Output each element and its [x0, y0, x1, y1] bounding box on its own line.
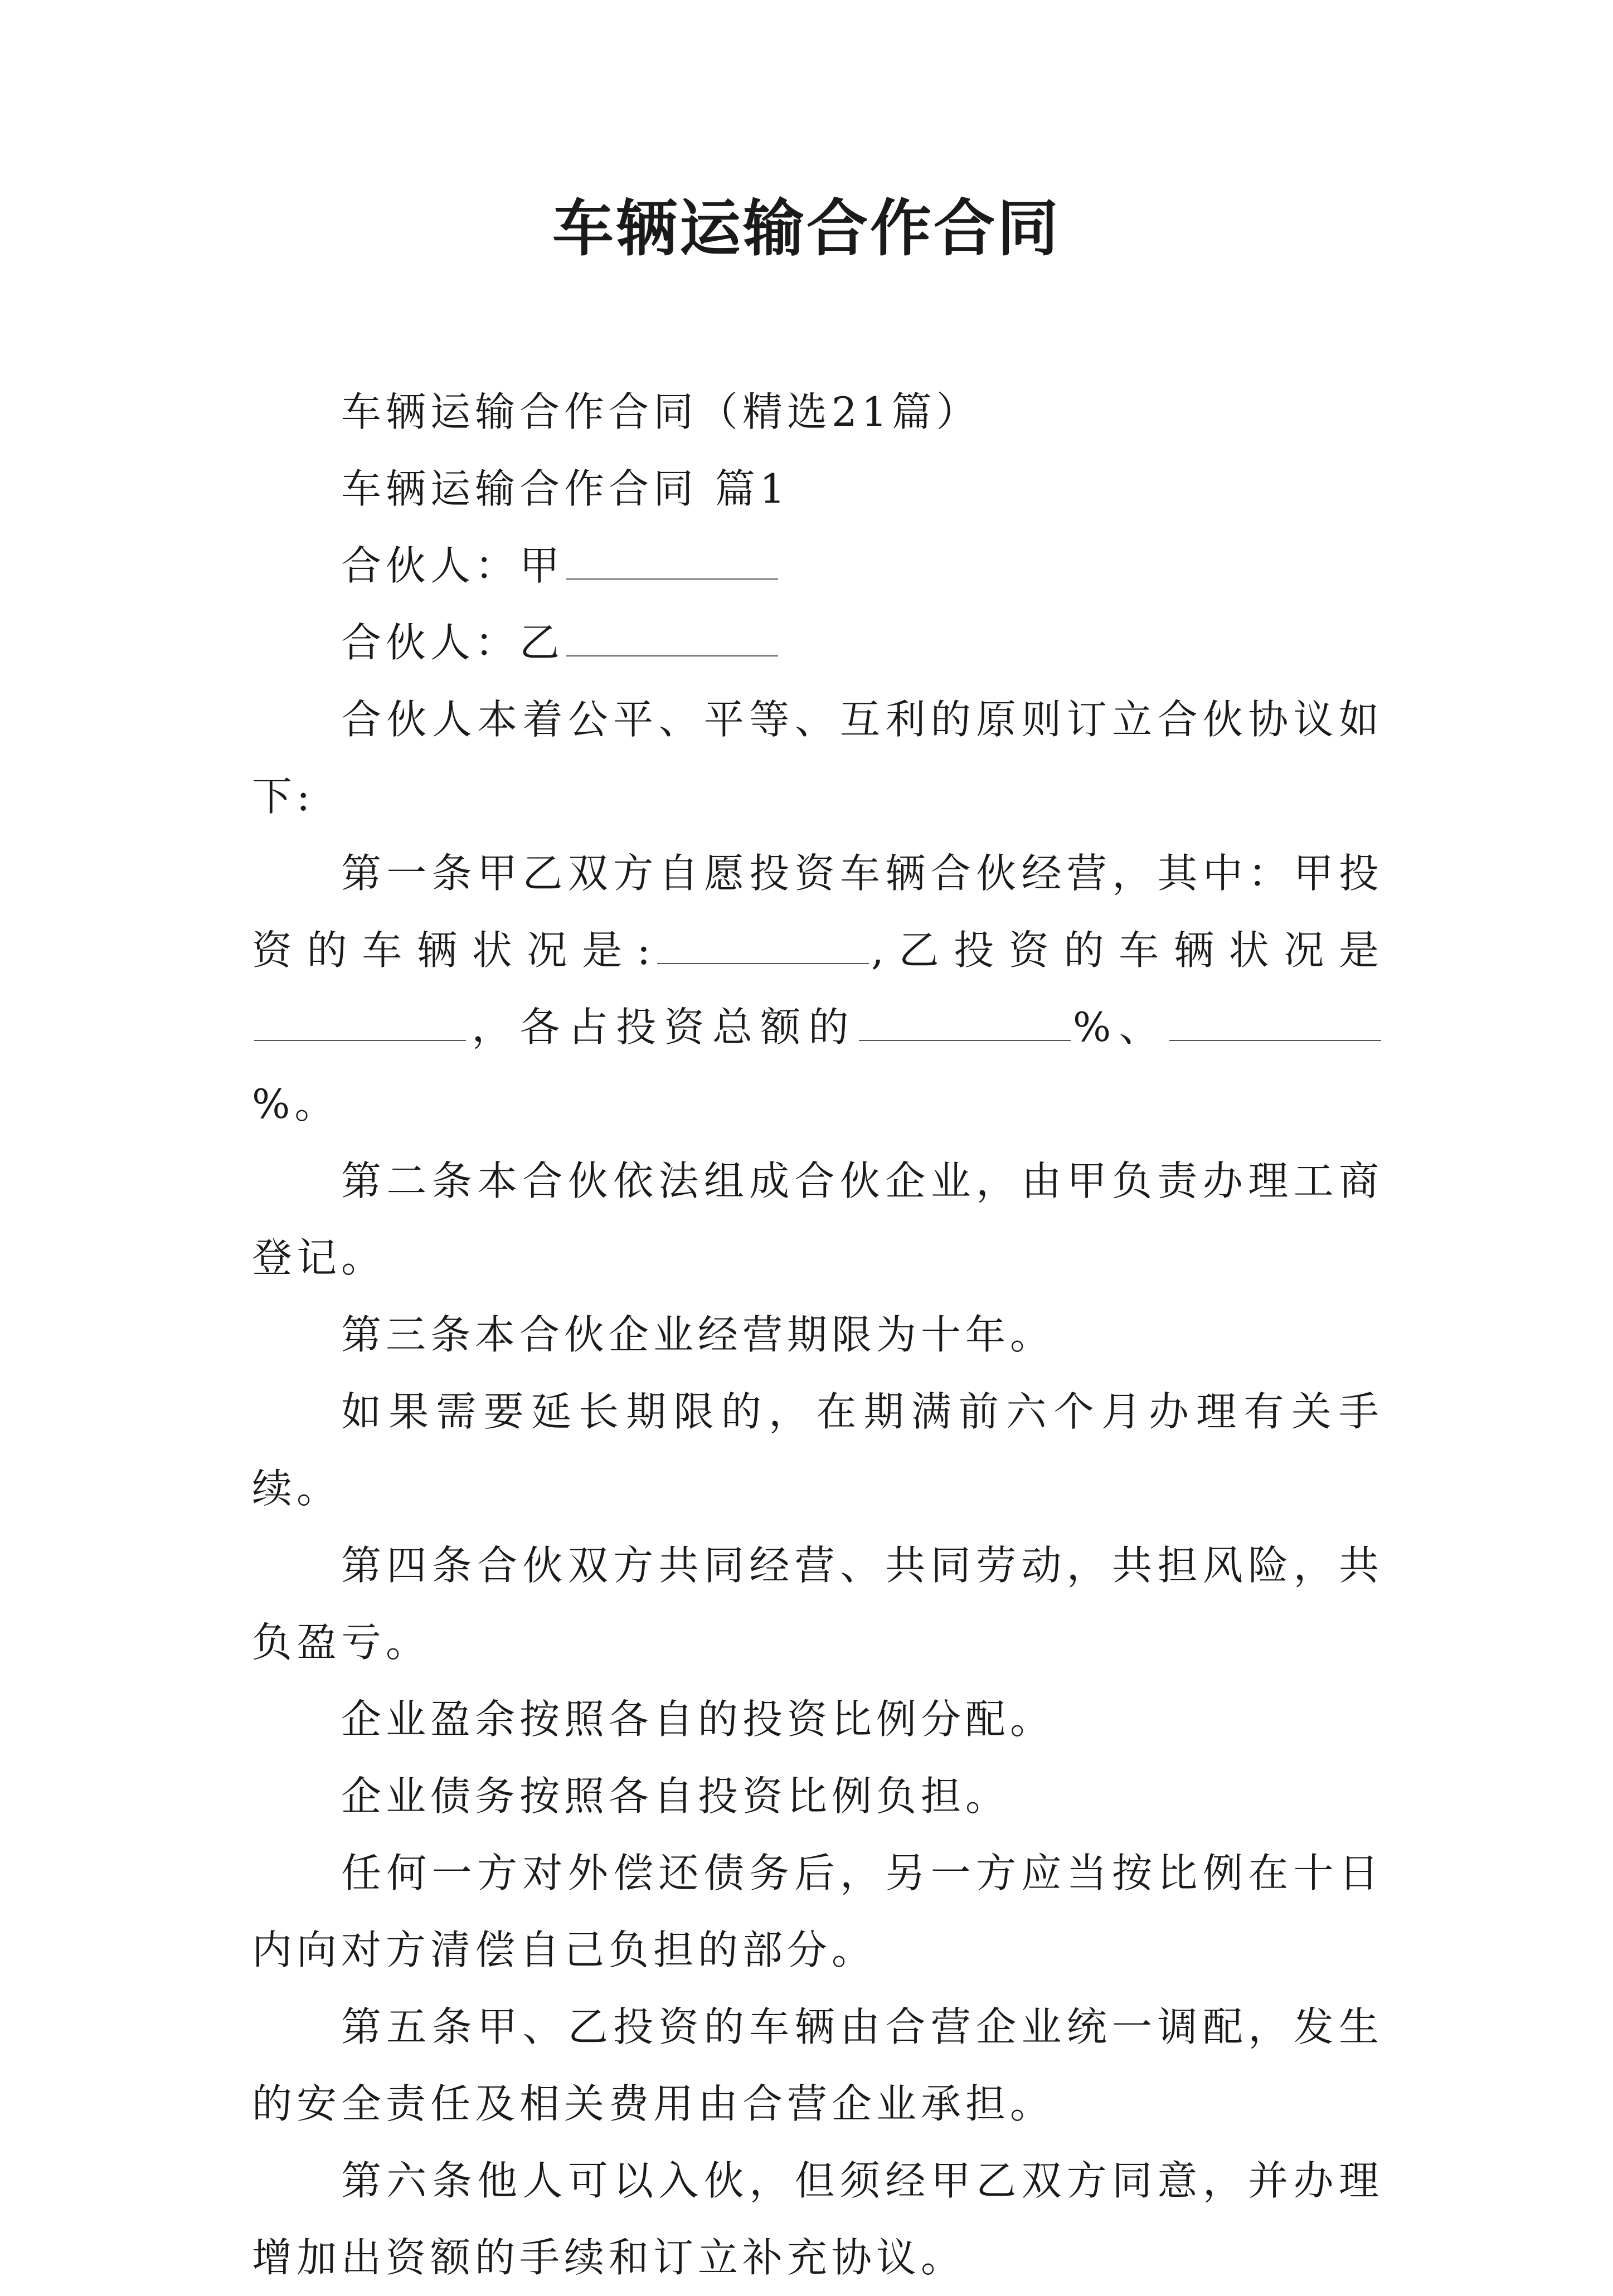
- article-6-paragraph: 第六条他人可以入伙，但须经甲乙双方同意，并办理增加出资额的手续和订立补充协议。: [252, 2157, 1383, 2281]
- article-1-text-2: ,乙投资的车辆状况是: [871, 927, 1384, 974]
- article-4-repay: 任何一方对外偿还债务后，另一方应当按比例在十日内向对方清偿自己负担的部分。: [252, 1850, 1383, 1973]
- article-1-text-3: ，各占投资总额的: [468, 1004, 857, 1050]
- article-3-extension: 如果需要延长期限的，在期满前六个月办理有关手续。: [252, 1388, 1383, 1512]
- article-1-blank-c: [859, 1006, 1071, 1041]
- partner-a-blank: [566, 545, 778, 580]
- document-subtitle: 车辆运输合作合同（精选21篇）: [341, 388, 981, 435]
- article-3-paragraph: 第三条本合伙企业经营期限为十年。: [341, 1311, 1055, 1358]
- article-1-text-1: 第一条甲乙双方自愿投资车辆合伙经营，其中：甲投资的车辆状况是:: [252, 850, 1383, 974]
- article-1-text-5: %。: [252, 1081, 339, 1127]
- article-1-text-4: %、: [1072, 1004, 1167, 1050]
- partner-b-line: [252, 604, 1383, 681]
- section-heading: 车辆运输合作合同 篇1: [341, 465, 790, 512]
- partner-b-label: 合伙人：乙: [341, 619, 565, 666]
- document-body: [252, 373, 1383, 2296]
- article-1-blank-a: [657, 930, 869, 964]
- document-title: 车辆运输合作合同: [552, 192, 1061, 264]
- article-4-surplus: 企业盈余按照各自的投资比例分配。: [341, 1696, 1055, 1743]
- partner-b-blank: [566, 622, 778, 656]
- article-1-paragraph: [252, 835, 1383, 1142]
- preamble-paragraph: 合伙人本着公平、平等、互利的原则订立合伙协议如下:: [252, 696, 1383, 820]
- partner-a-line: [252, 527, 1383, 604]
- article-4-paragraph: 第四条合伙双方共同经营、共同劳动，共担风险，共负盈亏。: [252, 1542, 1383, 1666]
- article-2-paragraph: 第二条本合伙依法组成合伙企业，由甲负责办理工商登记。: [252, 1157, 1383, 1281]
- partner-a-label: 合伙人：甲: [341, 542, 565, 589]
- article-1-blank-b: [254, 1006, 466, 1041]
- article-5-paragraph: 第五条甲、乙投资的车辆由合营企业统一调配，发生的安全责任及相关费用由合营企业承担。: [252, 2003, 1383, 2127]
- article-1-blank-d: [1169, 1006, 1381, 1041]
- article-4-debt: 企业债务按照各自投资比例负担。: [341, 1773, 1010, 1820]
